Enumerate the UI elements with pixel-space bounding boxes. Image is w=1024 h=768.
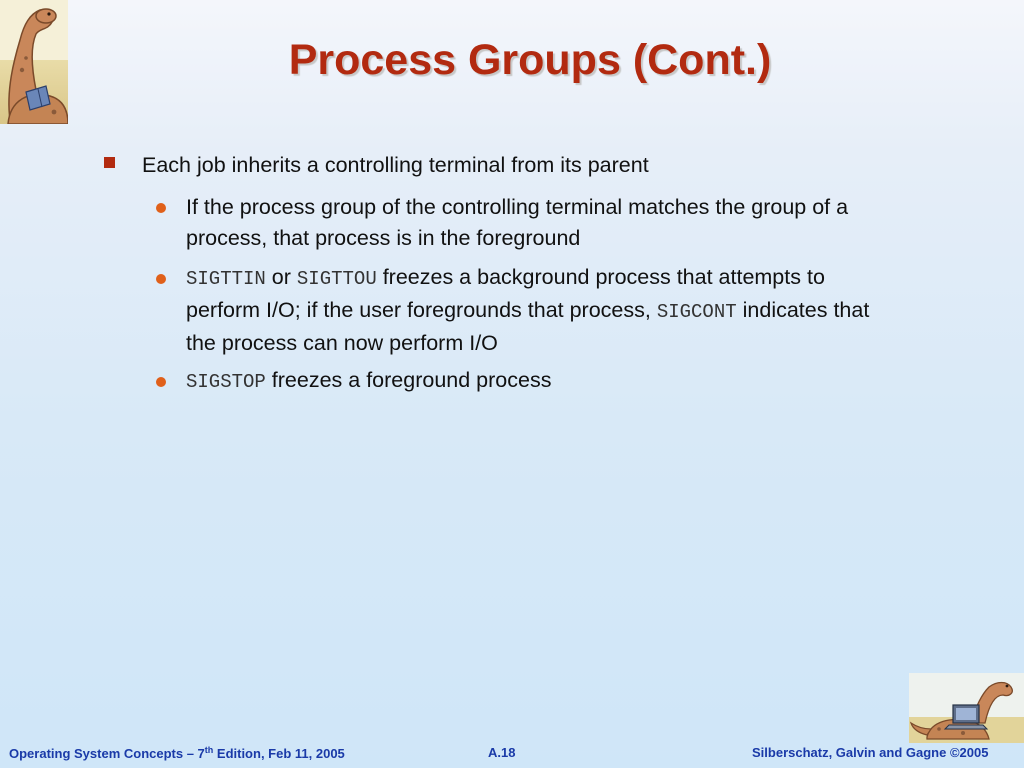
- footer-copyright: Silberschatz, Galvin and Gagne ©2005: [752, 745, 989, 760]
- bullet-sub-foreground: If the process group of the controlling terminal matches the group of a process, that process is in the foreground: [186, 195, 849, 250]
- bullet-sub-background: [186, 262, 886, 359]
- footer-title-sup: th: [204, 745, 214, 755]
- code-sigttin: SIGTTIN: [186, 268, 266, 290]
- footer-book-title: [9, 745, 345, 761]
- square-bullet-icon: [104, 157, 115, 168]
- round-bullet-icon: [156, 274, 166, 284]
- slide-title: Process Groups (Cont.): [288, 36, 772, 84]
- text-freezes-background: freezes a background process that attempts to perform I/O; if the user foregrounds that process,: [186, 265, 825, 322]
- bullet-main: Each job inherits a controlling terminal from its parent: [142, 153, 649, 177]
- text-or: or: [265, 265, 297, 289]
- code-sigttou: SIGTTOU: [296, 268, 377, 290]
- text-indicates: indicates that the process can now perform I/O: [186, 298, 870, 355]
- footer-page-number: A.18: [488, 745, 516, 760]
- round-bullet-icon: [156, 203, 166, 213]
- dinosaur-laptop-icon: [909, 673, 1024, 743]
- round-bullet-icon: [156, 377, 166, 387]
- code-sigstop: SIGSTOP: [186, 371, 266, 393]
- footer-title-prefix: Operating System Concepts – 7: [9, 746, 205, 761]
- bullet-sub-sigstop: [186, 365, 886, 398]
- footer-title-suffix: Edition, Feb 11, 2005: [213, 746, 345, 761]
- code-sigcont: SIGCONT: [656, 301, 737, 323]
- text-freezes-foreground: freezes a foreground process: [265, 368, 552, 392]
